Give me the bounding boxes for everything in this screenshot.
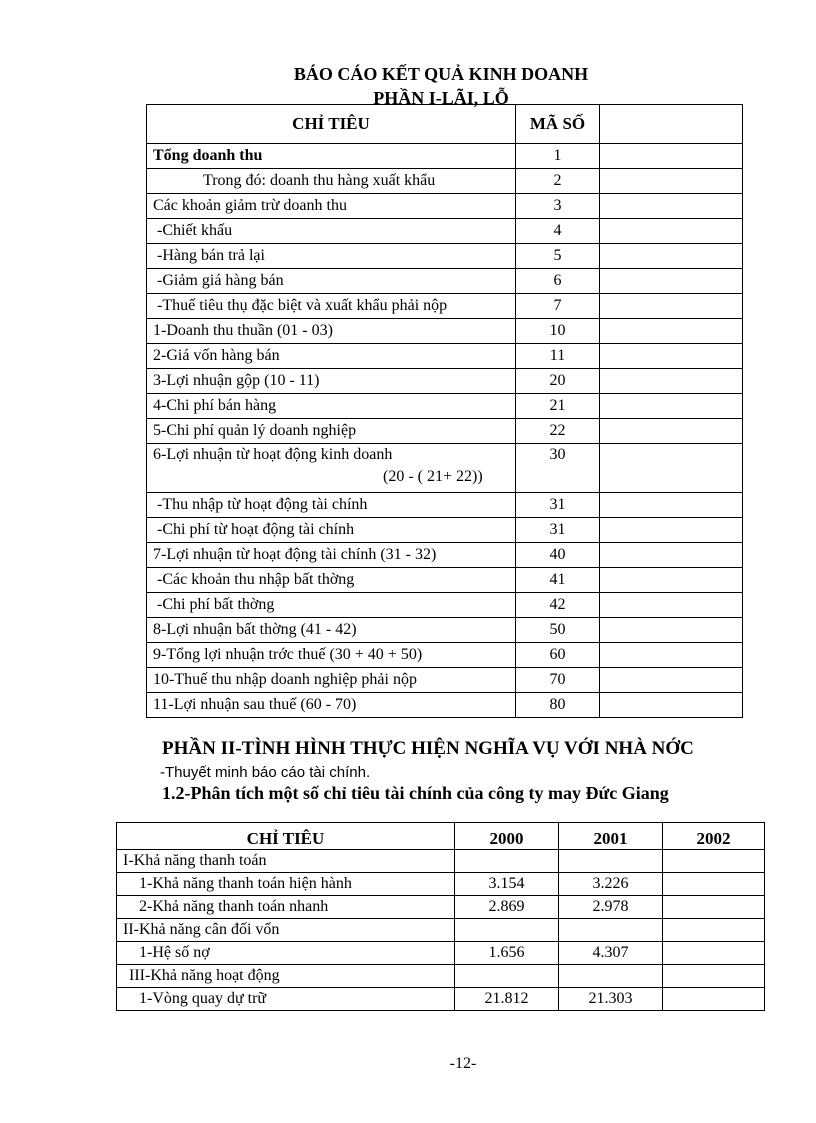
cell-2000 — [455, 965, 559, 988]
row-value — [600, 444, 743, 493]
row-code: 20 — [516, 369, 600, 394]
table-row — [117, 965, 765, 988]
table-row — [147, 394, 743, 419]
cell-2001: 4.307 — [559, 942, 663, 965]
cell-2001 — [559, 919, 663, 942]
row-code: 30 — [516, 444, 600, 493]
row-label: -Các khoản thu nhập bất thờng — [147, 568, 516, 593]
column-header-code: MÃ SỐ — [516, 105, 600, 144]
row-value — [600, 543, 743, 568]
table-row — [147, 618, 743, 643]
cell-2002 — [663, 919, 765, 942]
table-row — [117, 988, 765, 1011]
cell-2002 — [663, 942, 765, 965]
row-code: 5 — [516, 244, 600, 269]
row-value — [600, 593, 743, 618]
row-label: 3-Lợi nhuận gộp (10 - 11) — [147, 369, 516, 394]
table-row — [147, 144, 743, 169]
column-header-2000: 2000 — [455, 823, 559, 850]
cell-2001: 3.226 — [559, 873, 663, 896]
row-code: 50 — [516, 618, 600, 643]
table-row — [147, 194, 743, 219]
column-header-2001: 2001 — [559, 823, 663, 850]
table-row — [147, 568, 743, 593]
row-code: 1 — [516, 144, 600, 169]
cell-2001 — [559, 965, 663, 988]
table-row — [147, 419, 743, 444]
row-value — [600, 419, 743, 444]
table-row — [147, 294, 743, 319]
row-label: Các khoản giảm trừ doanh thu — [147, 194, 516, 219]
row-label: -Thuế tiêu thụ đặc biệt và xuất khẩu phải nộp — [147, 294, 516, 319]
table-row — [147, 244, 743, 269]
cell-2001: 2.978 — [559, 896, 663, 919]
table-row — [117, 850, 765, 873]
row-value — [600, 518, 743, 543]
row-label: 7-Lợi nhuận từ hoạt động tài chính (31 - 32) — [147, 543, 516, 568]
row-value — [600, 618, 743, 643]
cell-2001 — [559, 850, 663, 873]
table-row — [147, 369, 743, 394]
row-label: -Chiết khấu — [147, 219, 516, 244]
row-value — [600, 319, 743, 344]
row-code: 22 — [516, 419, 600, 444]
row-code: 80 — [516, 693, 600, 718]
cell-2000: 3.154 — [455, 873, 559, 896]
cell-2000: 2.869 — [455, 896, 559, 919]
row-code: 21 — [516, 394, 600, 419]
cell-2002 — [663, 850, 765, 873]
row-value — [600, 144, 743, 169]
row-label: III-Khả năng hoạt động — [117, 965, 455, 988]
row-code: 40 — [516, 543, 600, 568]
row-value — [600, 394, 743, 419]
table-row — [117, 896, 765, 919]
column-header-indicator: CHỈ TIÊU — [117, 823, 455, 850]
cell-2000: 1.656 — [455, 942, 559, 965]
row-code: 10 — [516, 319, 600, 344]
row-value — [600, 568, 743, 593]
row-value — [600, 219, 743, 244]
row-code: 6 — [516, 269, 600, 294]
row-code: 4 — [516, 219, 600, 244]
part2-heading: PHẦN II-TÌNH HÌNH THỰC HIỆN NGHĨA VỤ VỚI NHÀ NỚC — [162, 738, 694, 759]
table-row — [147, 219, 743, 244]
row-code: 11 — [516, 344, 600, 369]
column-header-2002: 2002 — [663, 823, 765, 850]
table-row — [147, 169, 743, 194]
row-label: 1-Khả năng thanh toán hiện hành — [117, 873, 455, 896]
table-row — [147, 319, 743, 344]
row-code: 31 — [516, 518, 600, 543]
row-label: 11-Lợi nhuận sau thuế (60 - 70) — [147, 693, 516, 718]
cell-2002 — [663, 873, 765, 896]
column-header-value — [600, 105, 743, 144]
row-code: 2 — [516, 169, 600, 194]
row-code: 31 — [516, 493, 600, 518]
cell-2002 — [663, 965, 765, 988]
row-label: 5-Chi phí quản lý doanh nghiệp — [147, 419, 516, 444]
table-row — [117, 919, 765, 942]
report-title: BÁO CÁO KẾT QUẢ KINH DOANH — [293, 64, 589, 84]
row-value — [600, 369, 743, 394]
row-label: -Giảm giá hàng bán — [147, 269, 516, 294]
row-label: 2-Khả năng thanh toán nhanh — [117, 896, 455, 919]
row-label: 4-Chi phí bán hàng — [147, 394, 516, 419]
row-label: 10-Thuế thu nhập doanh nghiệp phải nộp — [147, 668, 516, 693]
table-row — [147, 543, 743, 568]
table-row — [147, 593, 743, 618]
part1-subtitle: PHẦN I-LÃI, LỖ — [373, 88, 509, 108]
row-label: -Hàng bán trả lại — [147, 244, 516, 269]
row-value — [600, 244, 743, 269]
row-code: 41 — [516, 568, 600, 593]
row-label: -Thu nhập từ hoạt động tài chính — [147, 493, 516, 518]
row-code: 70 — [516, 668, 600, 693]
row-value — [600, 194, 743, 219]
row-label: Tổng doanh thu — [147, 144, 516, 169]
row-label: 2-Giá vốn hàng bán — [147, 344, 516, 369]
cell-2002 — [663, 988, 765, 1011]
table-row — [147, 493, 743, 518]
row-label: I-Khả năng thanh toán — [117, 850, 455, 873]
row-code: 3 — [516, 194, 600, 219]
page-number: -12- — [449, 1055, 477, 1072]
table-row — [147, 668, 743, 693]
table-row — [147, 444, 743, 493]
table-row — [147, 693, 743, 718]
row-label: 1-Doanh thu thuần (01 - 03) — [147, 319, 516, 344]
table-row — [147, 518, 743, 543]
row-label: 8-Lợi nhuận bất thờng (41 - 42) — [147, 618, 516, 643]
row-label: 9-Tổng lợi nhuận trớc thuế (30 + 40 + 50) — [147, 643, 516, 668]
table-row — [147, 269, 743, 294]
row-label: 1-Vòng quay dự trữ — [117, 988, 455, 1011]
cell-2000 — [455, 919, 559, 942]
part1-table — [146, 104, 743, 718]
column-header-indicator: CHỈ TIÊU — [147, 105, 516, 144]
row-label: -Chi phí bất thờng — [147, 593, 516, 618]
row-value — [600, 493, 743, 518]
row-code: 60 — [516, 643, 600, 668]
table-row — [117, 873, 765, 896]
row-value — [600, 668, 743, 693]
table-row — [117, 942, 765, 965]
row-code: 42 — [516, 593, 600, 618]
table-row — [147, 344, 743, 369]
section-title: 1.2-Phân tích một số chỉ tiêu tài chính của công ty may Đức Giang — [162, 783, 669, 803]
financial-ratios-table — [116, 822, 765, 1011]
table-header-row — [117, 823, 765, 850]
table-row — [147, 643, 743, 668]
cell-2000: 21.812 — [455, 988, 559, 1011]
cell-2001: 21.303 — [559, 988, 663, 1011]
row-value — [600, 294, 743, 319]
row-value — [600, 643, 743, 668]
part2-note: -Thuyết minh báo cáo tài chính. — [160, 764, 371, 781]
row-label: II-Khả năng cân đối vốn — [117, 919, 455, 942]
row-label: -Chi phí từ hoạt động tài chính — [147, 518, 516, 543]
table-header-row — [147, 105, 743, 144]
row-code: 7 — [516, 294, 600, 319]
row-label: Trong đó: doanh thu hàng xuất khẩu — [147, 169, 516, 194]
row-label: 1-Hệ số nợ — [117, 942, 455, 965]
row-value — [600, 169, 743, 194]
row-value — [600, 269, 743, 294]
row-value — [600, 344, 743, 369]
cell-2002 — [663, 896, 765, 919]
cell-2000 — [455, 850, 559, 873]
row-value — [600, 693, 743, 718]
row-label: 6-Lợi nhuận từ hoạt động kinh doanh (20 - ( 21+ 22)) — [147, 444, 516, 493]
